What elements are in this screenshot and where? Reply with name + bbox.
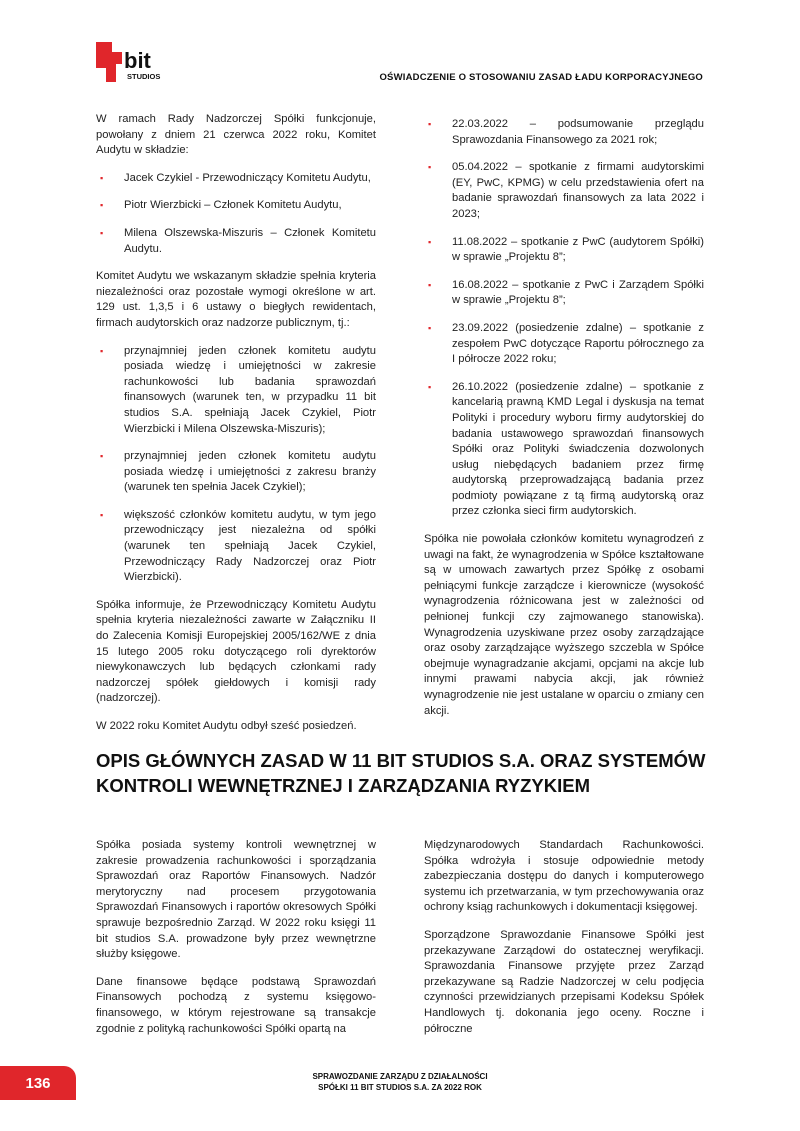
logo-mark xyxy=(96,42,122,82)
logo-text-main: bit xyxy=(124,48,151,73)
page-number: 136 xyxy=(0,1066,76,1100)
independence-paragraph: Spółka informuje, że Przewodniczący Komitetu Audytu spełnia kryteria niezależności zawarte w Załączniku II do Zalecenia Komisji Europejskiej 2005/162/WE z dnia 15 lutego 2005 roku dotyczącego roli dyrektorów niewykonawczych lub będących członkami rady nadzorczej spółek giełdowych i komisji rady (nadzorczej). xyxy=(96,598,376,705)
list-item: ▪ Jacek Czykiel - Przewodniczący Komitetu Audytu, xyxy=(96,171,376,187)
bullet-icon: ▪ xyxy=(100,227,104,238)
verification-paragraph: Sporządzone Sprawozdanie Finansowe Spółki jest przekazywane Zarządowi do ostatecznej weryfikacji. Sprawozdania Finansowe przyjęte przez Zarząd przekazywane są Radzie Nadzorczej w celu podjęcia czynności przewidzianych przepisami Kodeksu Spółek Handlowych tj. dokonania jego oceny. Roczne i półroczne xyxy=(424,928,704,1035)
bullet-icon: ▪ xyxy=(100,345,104,356)
column-right-bottom xyxy=(424,838,704,1049)
11-bit-studios-logo xyxy=(96,42,176,82)
header-title: OŚWIADCZENIE O STOSOWANIU ZASAD ŁADU KORPORACYJNEGO xyxy=(379,72,703,83)
column-right-top xyxy=(424,117,704,731)
section-heading: OPIS GŁÓWNYCH ZASAD W 11 BIT STUDIOS S.A. ORAZ SYSTEMÓW KONTROLI WEWNĘTRZNEJ I ZARZĄDZANIA RYZYKIEM xyxy=(96,750,706,796)
list-item: ▪ przynajmniej jeden członek komitetu audytu posiada wiedzę i umiejętności w zakresie rachunkowości lub badania sprawozdań finansowych (warunek ten, w przypadku 11 bit studios S.A. spełniają Jacek Czykiel, Piotr Wierzbicki i Milena Olszewska-Miszuris); xyxy=(100,344,376,435)
bullet-icon: ▪ xyxy=(100,509,104,520)
footer-line-2: SPÓŁKI 11 BIT STUDIOS S.A. ZA 2022 ROK xyxy=(318,1083,482,1092)
bullet-icon: ▪ xyxy=(428,279,432,290)
list-item: ▪ 11.08.2022 – spotkanie z PwC (audytorem Spółki) w sprawie „Projektu 8”; xyxy=(428,235,704,264)
footer xyxy=(250,1071,550,1093)
internal-control-paragraph: Spółka posiada systemy kontroli wewnętrznej w zakresie prowadzenia rachunkowości i sporządzania Sprawozdań oraz Raportów Finansowych. Nadzór merytoryczny nad procesem przygotowania Sprawozdań Finansowych i raportów okresowych Spółki sprawuje bezpośrednio Zarząd. W 2022 roku księgi 11 bit studios S.A. prowadzone były przez wewnętrzne służby księgowe. xyxy=(96,839,376,961)
bullet-icon: ▪ xyxy=(428,236,432,247)
criteria-intro: Komitet Audytu we wskazanym składzie spełnia kryteria niezależności oraz pozostałe wymogi określone w art. 129 ust. 1,3,5 i 6 ustawy o biegłych rewidentach, firmach audytorskich oraz nadzorze publicznym, tj.: xyxy=(96,270,376,329)
remuneration-paragraph: Spółka nie powołała członków komitetu wynagrodzeń z uwagi na fakt, że wynagrodzenia w Spółce kształtowane są w umowach zawartych przez Spółkę z osobami pełniącymi funkcje zarządcze i kierownicze (wysokość wynagrodzenia różnicowana jest w zależności od pełnionej funkcji czy zajmowanego stanowiska). Wynagrodzenia uzyskiwane przez osoby zarządzające oraz osoby zarządzające wyższego szczebla w Spółce obejmuje wynagradzanie akcjami, opcjami na akcje lub innymi prawami nabycia akcji, jak również wynagrodzenie nie jest ustalane w oparciu o zmiany cen akcji. xyxy=(424,533,704,717)
list-item: ▪ 23.09.2022 (posiedzenie zdalne) – spotkanie z zespołem PwC dotyczące Raportu półrocznego za I półrocze 2022 roku; xyxy=(428,321,704,366)
committee-members-list xyxy=(96,171,376,257)
list-item: ▪ 26.10.2022 (posiedzenie zdalne) – spotkanie z kancelarią prawną KMD Legal i dyskusja na temat Polityki i procedury wyboru firmy audytorskiej do badania ustawowego sprawozdań finansowych Spółki oraz Polityki świadczenia dozwolonych usług niebędących badaniem przez firmę audytorską przeprowadzającą badania przez podmioty powiązane z tą firmą audytorską oraz przez członka sieci firm audytorskich. xyxy=(428,380,704,518)
column-left-bottom xyxy=(96,838,376,1049)
list-item: ▪ 22.03.2022 – podsumowanie przeglądu Sprawozdania Finansowego za 2021 rok; xyxy=(428,118,704,146)
bullet-icon: ▪ xyxy=(100,172,104,183)
bullet-icon: ▪ xyxy=(428,119,432,129)
column-left-top xyxy=(96,112,376,747)
criteria-list xyxy=(96,344,376,586)
bullet-icon: ▪ xyxy=(100,451,104,462)
list-item: ▪ 16.08.2022 – spotkanie z PwC i Zarządem Spółki w sprawie „Projektu 8”; xyxy=(428,278,704,307)
bullet-icon: ▪ xyxy=(428,381,432,392)
logo-text-sub: STUDIOS xyxy=(127,72,161,81)
list-item: ▪ Piotr Wierzbicki – Członek Komitetu Audytu, xyxy=(96,198,376,214)
bullet-icon: ▪ xyxy=(428,162,432,173)
list-item: ▪ 05.04.2022 – spotkanie z firmami audytorskimi (EY, PwC, KPMG) w celu przedstawienia ofert na badanie sprawozdań finansowych za lata 2022 i 2023; xyxy=(428,161,704,220)
bullet-icon: ▪ xyxy=(428,322,432,333)
meetings-list xyxy=(424,117,704,520)
list-item: ▪ większość członków komitetu audytu, w tym jego przewodniczący jest niezależna od spółki (warunek ten spełniają Jacek Czykiel, Przewodniczący Rady Nadzorczej oraz Piotr Wierzbicki). xyxy=(100,508,376,584)
financial-data-paragraph: Dane finansowe będące podstawą Sprawozdań Finansowych pochodzą z systemu księgowo-finansowego, w którym rejestrowane są transakcje zgodnie z polityką rachunkowości Spółki opartą na xyxy=(96,975,376,1035)
audit-committee-intro: W ramach Rady Nadzorczej Spółki funkcjonuje, powołany z dniem 21 czerwca 2022 roku, Komitet Audytu w składzie: xyxy=(96,113,376,157)
list-item: ▪ Milena Olszewska-Miszuris – Członek Komitetu Audytu. xyxy=(100,226,376,255)
list-item: ▪ przynajmniej jeden członek komitetu audytu posiada wiedzę i umiejętności z zakresu branży (warunek ten spełnia Jacek Czykiel); xyxy=(100,450,376,494)
footer-line-1: SPRAWOZDANIE ZARZĄDU Z DZIAŁALNOŚCI xyxy=(312,1072,488,1081)
meetings-count: W 2022 roku Komitet Audytu odbył sześć posiedzeń. xyxy=(96,720,357,732)
data-protection-paragraph: Międzynarodowych Standardach Rachunkowości. Spółka wdrożyła i stosuje odpowiednie metody zabezpieczania dostępu do danych i komputerowego systemu ich przetwarzania, w tym przechowywania oraz ochrony ksiąg rachunkowych i dokumentacji księgowej. xyxy=(424,839,704,914)
bullet-icon: ▪ xyxy=(100,200,104,211)
